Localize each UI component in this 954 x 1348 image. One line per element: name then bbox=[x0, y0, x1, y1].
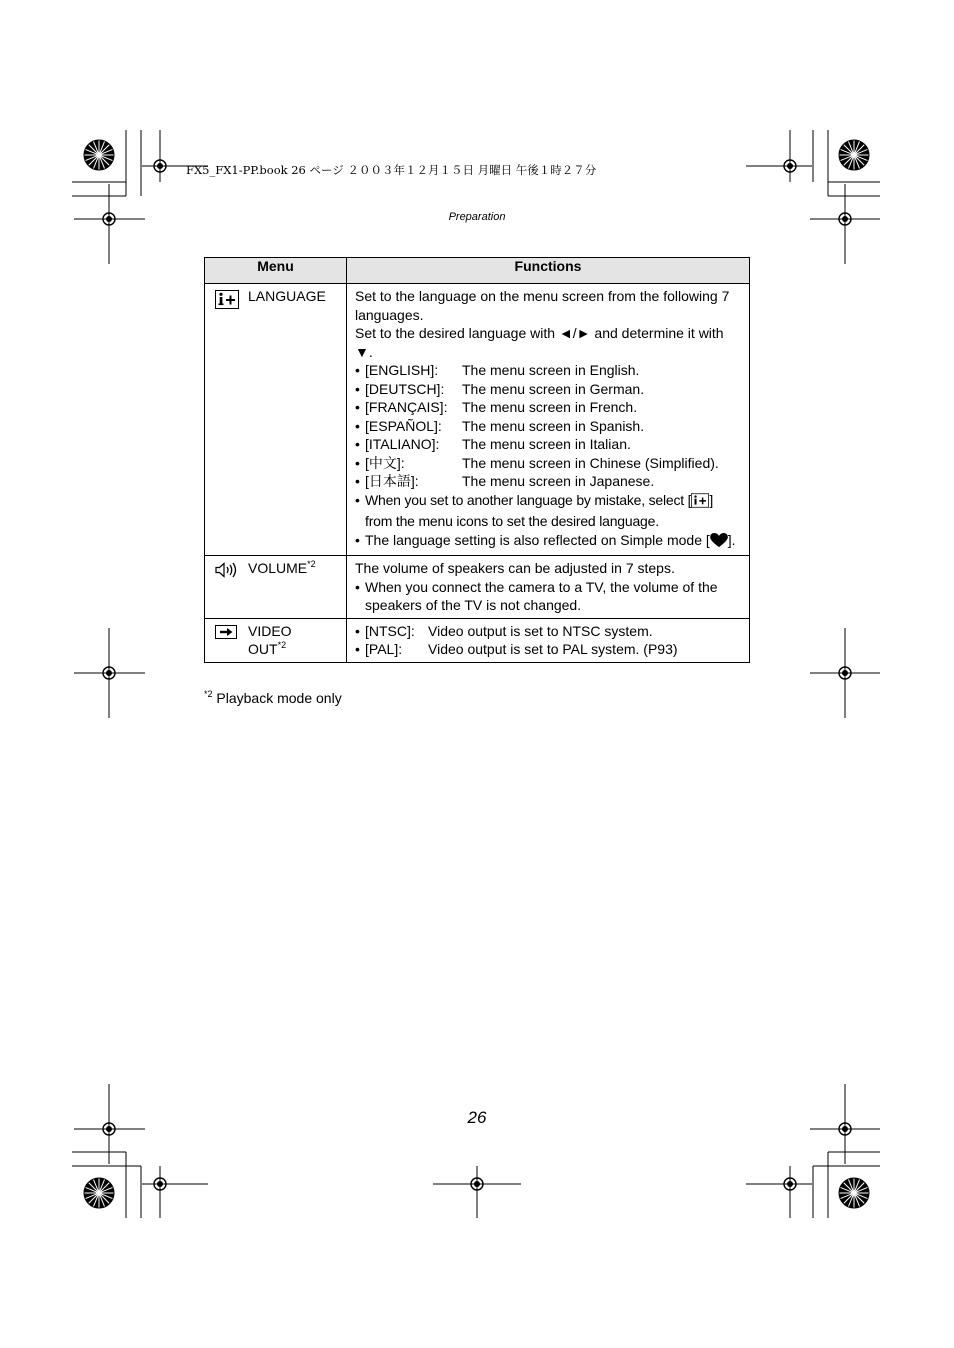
section-title: Preparation bbox=[448, 211, 506, 223]
list-item: • [DEUTSCH]: The menu screen in German. bbox=[355, 380, 741, 399]
footnote-mark: *2 bbox=[307, 559, 316, 569]
menu-cell-language bbox=[205, 284, 347, 556]
video-out-icon bbox=[215, 625, 237, 642]
language-intro-1: Set to the language on the menu screen from the following 7 languages. bbox=[355, 288, 730, 323]
menu-functions-table bbox=[204, 257, 750, 663]
speaker-icon bbox=[215, 562, 237, 581]
list-item: • [中文]: The menu screen in Chinese (Simplified). bbox=[355, 454, 741, 473]
table-header-row bbox=[205, 258, 750, 284]
header-functions: Functions bbox=[347, 258, 750, 284]
list-item: • [日本語]: The menu screen in Japanese. bbox=[355, 472, 741, 491]
language-icon bbox=[215, 290, 239, 312]
list-item: • [ITALIANO]: The menu screen in Italian. bbox=[355, 435, 741, 454]
page-number: 26 bbox=[467, 1108, 487, 1127]
functions-cell-language bbox=[347, 284, 750, 556]
heart-icon bbox=[710, 533, 728, 553]
functions-cell-video-out bbox=[347, 618, 750, 662]
list-item: • [ESPAÑOL]: The menu screen in Spanish. bbox=[355, 417, 741, 436]
menu-cell-volume bbox=[205, 556, 347, 619]
list-item: • [PAL]: Video output is set to PAL system. (P93) bbox=[355, 640, 741, 659]
functions-cell-volume bbox=[347, 556, 750, 619]
language-note-simple-mode: • The language setting is also reflected on Simple mode [ ]. bbox=[355, 531, 741, 553]
menu-label-language: LANGUAGE bbox=[248, 288, 326, 304]
footnote-text: Playback mode only bbox=[212, 690, 342, 706]
menu-cell-video-out bbox=[205, 618, 347, 662]
table-row bbox=[205, 556, 750, 619]
print-info-line: FX5_FX1-PP.book 26 ページ ２００３年１２月１５日 月曜日 午後１時２７分 bbox=[186, 163, 597, 177]
language-intro-2: Set to the desired language with ◄/► and determine it with ▼. bbox=[355, 325, 724, 360]
footnote-mark: *2 bbox=[277, 639, 287, 650]
list-item: • [NTSC]: Video output is set to NTSC system. bbox=[355, 622, 741, 641]
footnote bbox=[204, 690, 342, 706]
footnote-mark: *2 bbox=[204, 689, 213, 699]
header-menu: Menu bbox=[205, 258, 347, 284]
volume-note: • When you connect the camera to a TV, the volume of the speakers of the TV is not changed. bbox=[355, 578, 741, 615]
language-note-mistake: • When you set to another language by mistake, select [ ] from the menu icons to set the desired language. bbox=[355, 491, 741, 531]
menu-label-video-out: VIDEO OUT$^{*2}$ bbox=[248, 622, 292, 657]
list-item: • [FRANÇAIS]: The menu screen in French. bbox=[355, 398, 741, 417]
list-item: • [ENGLISH]: The menu screen in English. bbox=[355, 361, 741, 380]
table-row bbox=[205, 284, 750, 556]
language-icon bbox=[691, 493, 709, 513]
menu-label-volume: VOLUME$^{*2}$ bbox=[248, 559, 316, 576]
table-row bbox=[205, 618, 750, 662]
volume-text: The volume of speakers can be adjusted in 7 steps. bbox=[355, 560, 675, 576]
